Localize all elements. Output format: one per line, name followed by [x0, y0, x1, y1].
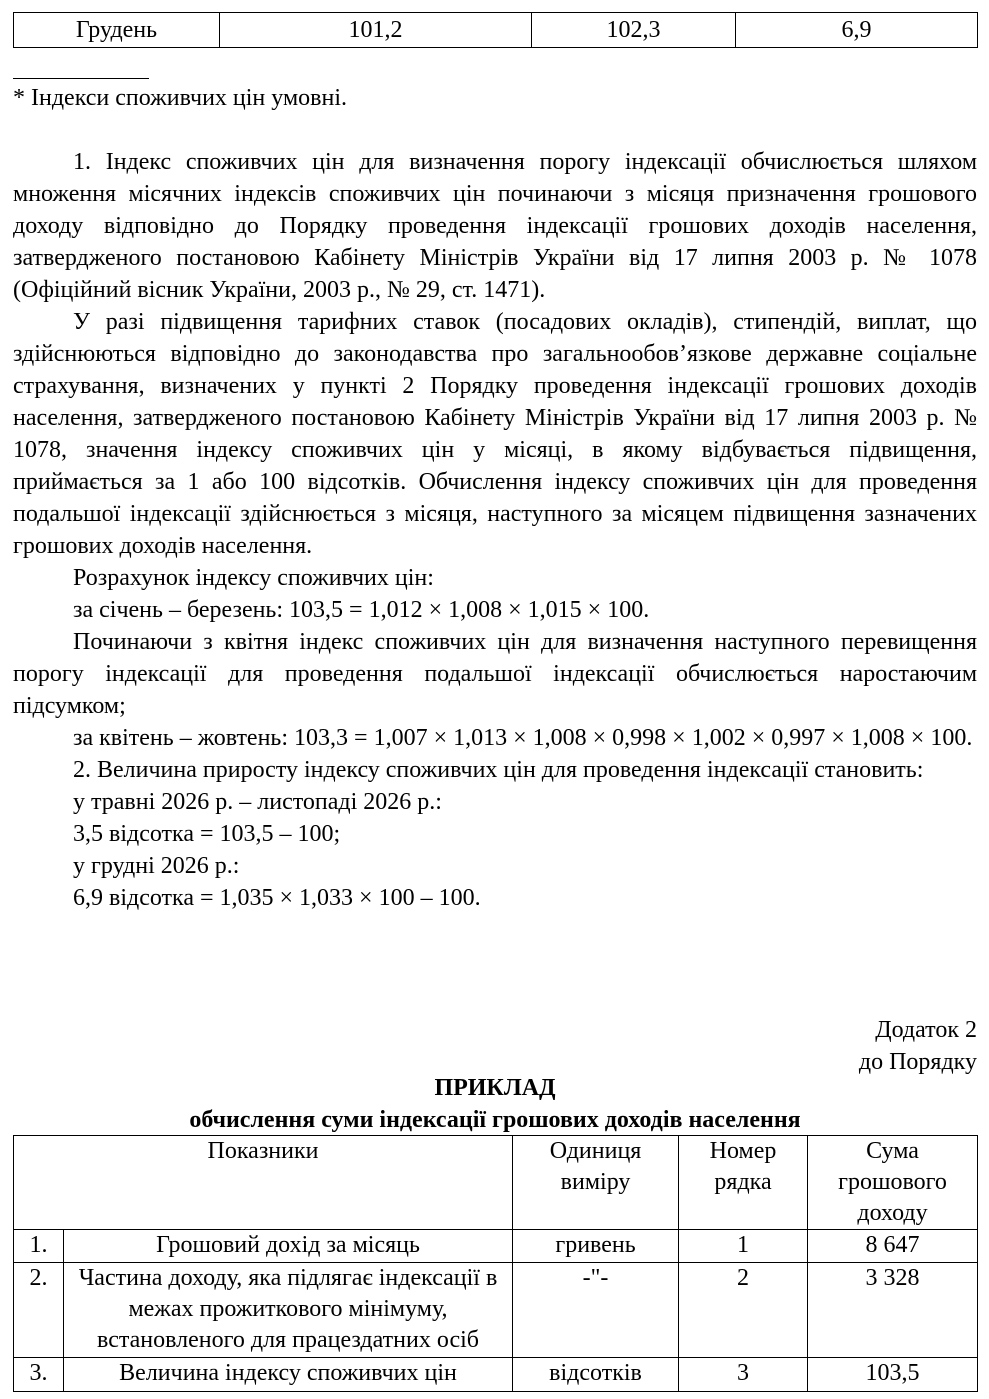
paragraph-5: Починаючи з квітня індекс споживчих цін для визначення наступного перевищення порогу індексації для проведення подальшої індексації обчислюється наростаючим підсумком; — [13, 629, 977, 719]
table-row — [14, 1263, 978, 1358]
cpi-table-last-row — [13, 12, 978, 48]
row-unit: гривень — [513, 1230, 679, 1263]
example-title: ПРИКЛАД — [434, 1075, 556, 1101]
formula-jan-mar: за січень – березень: 103,5 = 1,012 × 1,008 × 1,015 × 100. — [73, 597, 650, 623]
addendum-line-1: Додаток 2 — [875, 1017, 977, 1043]
example-subtitle: обчислення суми індексації грошових доходів населення — [189, 1107, 801, 1133]
row-label: Частина доходу, яка підлягає індексації в межах прожиткового мінімуму, встановленого для працездатних осіб — [64, 1263, 513, 1358]
table-row — [14, 1358, 978, 1392]
paragraph-3: Розрахунок індексу споживчих цін: — [73, 565, 434, 591]
row-unit: відсотків — [513, 1358, 679, 1392]
month-cell: Грудень — [14, 13, 220, 48]
table-header-row — [14, 1136, 978, 1230]
formula-may-nov: 3,5 відсотка = 103,5 – 100; — [73, 821, 341, 847]
table-row — [14, 13, 978, 48]
row-sum: 103,5 — [808, 1358, 978, 1392]
value-cell: 101,2 — [220, 13, 532, 48]
formula-apr-oct: за квітень – жовтень: 103,3 = 1,007 × 1,013 × 1,008 × 0,998 × 1,002 × 0,997 × 1,008 × 100. — [73, 725, 973, 751]
row-line: 3 — [679, 1358, 808, 1392]
row-number: 3. — [14, 1358, 64, 1392]
body-text — [13, 146, 977, 914]
indexation-example-table — [13, 1135, 978, 1392]
period-dec: у грудні 2026 р.: — [73, 853, 240, 879]
row-label: Грошовий дохід за місяць — [64, 1230, 513, 1263]
row-sum: 3 328 — [808, 1263, 978, 1358]
row-number: 1. — [14, 1230, 64, 1263]
table-row — [14, 1230, 978, 1263]
header-income-sum: Сума грошового доходу — [808, 1136, 978, 1230]
header-indicators: Показники — [14, 1136, 513, 1230]
row-label: Величина індексу споживчих цін — [64, 1358, 513, 1392]
period-may-nov: у травні 2026 р. – листопаді 2026 р.: — [73, 789, 442, 815]
row-sum: 8 647 — [808, 1230, 978, 1263]
addendum-line-2: до Порядку — [858, 1049, 977, 1075]
header-line-number: Номер рядка — [679, 1136, 808, 1230]
value-cell: 102,3 — [532, 13, 736, 48]
footnote-divider — [13, 78, 149, 79]
footnote: * Індекси споживчих цін умовні. — [13, 85, 347, 111]
value-cell: 6,9 — [736, 13, 978, 48]
paragraph-1: 1. Індекс споживчих цін для визначення порогу індексації обчислюється шляхом множення місячних індексів споживчих цін починаючи з місяця призначення грошового доходу відповідно до Порядку проведення індексації грошових доходів населення, затвердженого постановою Кабінету Міністрів України від 17 липня 2003 р. № 1078 (Офіційний вісник України, 2003 р., № 29, ст. 1471). — [13, 149, 977, 303]
addendum-label — [859, 1014, 977, 1078]
row-line: 1 — [679, 1230, 808, 1263]
paragraph-2: У разі підвищення тарифних ставок (посадових окладів), стипендій, виплат, що здійснюються відповідно до законодавства про загальнообов’язкове державне соціальне страхування, визначених у пункті 2 Порядку проведення індексації грошових доходів населення, затвердженого постановою Кабінету Міністрів України від 17 липня 2003 р. № 1078, значення індексу споживчих цін у місяці, в якому відбувається підвищення, приймається за 1 або 100 відсотків. Обчислення індексу споживчих цін для проведення подальшої індексації здійснюється з місяця, наступного за місяцем підвищення зазначених грошових доходів населення. — [13, 309, 977, 559]
paragraph-7: 2. Величина приросту індексу споживчих цін для проведення індексації становить: — [73, 757, 924, 783]
formula-dec: 6,9 відсотка = 1,035 × 1,033 × 100 – 100. — [73, 885, 481, 911]
row-unit: -"- — [513, 1263, 679, 1358]
row-line: 2 — [679, 1263, 808, 1358]
row-number: 2. — [14, 1263, 64, 1358]
header-unit: Одиниця виміру — [513, 1136, 679, 1230]
